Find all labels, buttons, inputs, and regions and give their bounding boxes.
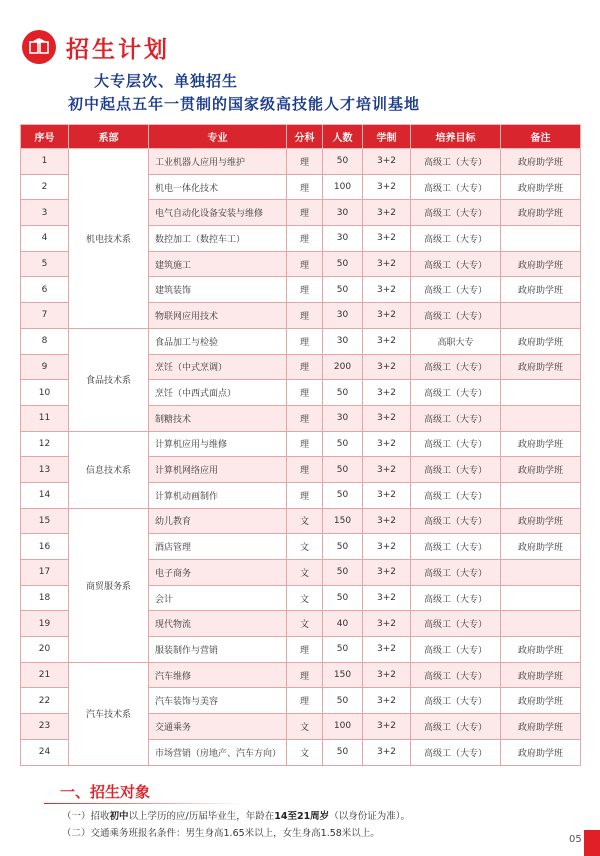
target-cell: 高级工（大专） [411,637,501,663]
note-cell: 政府助学班 [501,688,581,714]
duration-cell: 3+2 [363,585,411,611]
track-cell: 文 [287,611,323,637]
major-cell: 服装制作与营销 [149,637,287,663]
target-cell: 高级工（大专） [411,226,501,252]
note-cell: 政府助学班 [501,534,581,560]
track-cell: 文 [287,585,323,611]
track-cell: 理 [287,303,323,329]
table-row [21,149,581,175]
target-cell: 高级工（大专） [411,560,501,586]
count-cell: 40 [323,611,363,637]
note-cell: 政府助学班 [501,251,581,277]
count-cell: 50 [323,560,363,586]
note-cell: 政府助学班 [501,508,581,534]
count-cell: 50 [323,739,363,765]
track-cell: 理 [287,688,323,714]
target-cell: 高级工（大专） [411,251,501,277]
row-number-cell: 5 [21,251,69,277]
row-number-cell: 1 [21,149,69,175]
major-cell: 计算机应用与维修 [149,431,287,457]
track-cell: 理 [287,380,323,406]
page-number: 05 [569,834,582,845]
duration-cell: 3+2 [363,560,411,586]
target-cell: 高级工（大专） [411,508,501,534]
note-cell [501,560,581,586]
req1-middle: 以上学历的应/历届毕业生，年龄在 [128,811,275,822]
duration-cell: 3+2 [363,174,411,200]
count-cell: 50 [323,251,363,277]
count-cell: 150 [323,662,363,688]
track-cell: 理 [287,482,323,508]
duration-cell: 3+2 [363,226,411,252]
target-cell: 高级工（大专） [411,174,501,200]
target-cell: 高级工（大专） [411,277,501,303]
row-number-cell: 6 [21,277,69,303]
major-cell: 数控加工（数控车工） [149,226,287,252]
department-cell: 机电技术系 [69,149,149,329]
row-number-cell: 7 [21,303,69,329]
row-number-cell: 16 [21,534,69,560]
duration-cell: 3+2 [363,662,411,688]
duration-cell: 3+2 [363,482,411,508]
track-cell: 理 [287,431,323,457]
track-cell: 文 [287,739,323,765]
target-cell: 高级工（大专） [411,405,501,431]
note-cell [501,405,581,431]
major-cell: 市场营销（房地产、汽车方向） [149,739,287,765]
note-cell: 政府助学班 [501,457,581,483]
target-cell: 高级工（大专） [411,714,501,740]
duration-cell: 3+2 [363,328,411,354]
note-cell [501,482,581,508]
track-cell: 文 [287,534,323,560]
major-cell: 烹饪（中西式面点） [149,380,287,406]
duration-cell: 3+2 [363,149,411,175]
note-cell: 政府助学班 [501,149,581,175]
major-cell: 食品加工与检验 [149,328,287,354]
table-row [21,662,581,688]
duration-cell: 3+2 [363,714,411,740]
note-cell: 政府助学班 [501,662,581,688]
major-cell: 建筑装饰 [149,277,287,303]
track-cell: 理 [287,354,323,380]
note-cell [501,585,581,611]
target-cell: 高级工（大专） [411,739,501,765]
department-cell: 商贸服务系 [69,508,149,662]
count-cell: 50 [323,688,363,714]
note-cell: 政府助学班 [501,328,581,354]
row-number-cell: 18 [21,585,69,611]
track-cell: 理 [287,637,323,663]
row-number-cell: 20 [21,637,69,663]
count-cell: 30 [323,405,363,431]
count-cell: 30 [323,303,363,329]
table-row [21,328,581,354]
duration-cell: 3+2 [363,508,411,534]
department-cell: 食品技术系 [69,328,149,431]
track-cell: 理 [287,457,323,483]
row-number-cell: 15 [21,508,69,534]
note-cell [501,226,581,252]
row-number-cell: 22 [21,688,69,714]
row-number-cell: 13 [21,457,69,483]
major-cell: 建筑施工 [149,251,287,277]
section-title: 一、招生对象 [60,783,151,801]
note-cell: 政府助学班 [501,637,581,663]
duration-cell: 3+2 [363,277,411,303]
target-cell: 高级工（大专） [411,149,501,175]
target-cell: 高级工（大专） [411,482,501,508]
count-cell: 100 [323,174,363,200]
count-cell: 200 [323,354,363,380]
duration-cell: 3+2 [363,303,411,329]
row-number-cell: 8 [21,328,69,354]
target-cell: 高级工（大专） [411,354,501,380]
note-cell [501,303,581,329]
major-cell: 计算机动画制作 [149,482,287,508]
row-number-cell: 23 [21,714,69,740]
count-cell: 100 [323,714,363,740]
row-number-cell: 17 [21,560,69,586]
enrollment-plan-table [20,124,581,766]
track-cell: 理 [287,405,323,431]
row-number-cell: 21 [21,662,69,688]
count-cell: 50 [323,482,363,508]
note-cell: 政府助学班 [501,174,581,200]
count-cell: 30 [323,226,363,252]
major-cell: 机电一体化技术 [149,174,287,200]
row-number-cell: 2 [21,174,69,200]
target-cell: 高级工（大专） [411,662,501,688]
row-number-cell: 14 [21,482,69,508]
note-cell [501,611,581,637]
count-cell: 50 [323,637,363,663]
track-cell: 文 [287,560,323,586]
duration-cell: 3+2 [363,611,411,637]
table-header-row [21,125,581,149]
major-cell: 烹饪（中式烹调） [149,354,287,380]
target-cell: 高级工（大专） [411,457,501,483]
note-cell: 政府助学班 [501,739,581,765]
duration-cell: 3+2 [363,457,411,483]
header-cell: 序号 [21,125,69,149]
header-cell: 分科 [287,125,323,149]
duration-cell: 3+2 [363,534,411,560]
target-cell: 高级工（大专） [411,688,501,714]
count-cell: 150 [323,508,363,534]
note-cell: 政府助学班 [501,277,581,303]
target-cell: 高级工（大专） [411,200,501,226]
requirement-2: （二）交通乘务班报名条件：男生身高1.65米以上，女生身高1.58米以上。 [62,828,380,839]
header-cell: 培养目标 [411,125,501,149]
count-cell: 50 [323,585,363,611]
page-title: 招生计划 [66,36,170,63]
table-row [21,508,581,534]
page-header [22,30,170,64]
note-cell [501,380,581,406]
duration-cell: 3+2 [363,688,411,714]
req1-suffix: （以身份证为准）。 [329,811,410,822]
target-cell: 高级工（大专） [411,534,501,560]
table-row [21,431,581,457]
row-number-cell: 4 [21,226,69,252]
count-cell: 50 [323,380,363,406]
duration-cell: 3+2 [363,354,411,380]
count-cell: 50 [323,431,363,457]
count-cell: 50 [323,457,363,483]
target-cell: 高级工（大专） [411,380,501,406]
department-cell: 汽车技术系 [69,662,149,765]
target-cell: 高级工（大专） [411,303,501,329]
target-cell: 高级工（大专） [411,585,501,611]
track-cell: 理 [287,174,323,200]
major-cell: 汽车维修 [149,662,287,688]
duration-cell: 3+2 [363,200,411,226]
track-cell: 文 [287,508,323,534]
row-number-cell: 9 [21,354,69,380]
target-cell: 高级工（大专） [411,611,501,637]
duration-cell: 3+2 [363,431,411,457]
section-divider [44,803,244,804]
count-cell: 30 [323,328,363,354]
track-cell: 文 [287,714,323,740]
major-cell: 酒店管理 [149,534,287,560]
major-cell: 计算机网络应用 [149,457,287,483]
target-cell: 高级工（大专） [411,431,501,457]
target-cell: 高职大专 [411,328,501,354]
count-cell: 50 [323,149,363,175]
row-number-cell: 11 [21,405,69,431]
major-cell: 电子商务 [149,560,287,586]
requirement-1 [62,808,410,822]
subtitle-program: 初中起点五年一贯制的国家级高技能人才培训基地 [68,95,421,113]
department-cell: 信息技术系 [69,431,149,508]
header-cell: 人数 [323,125,363,149]
duration-cell: 3+2 [363,739,411,765]
track-cell: 理 [287,251,323,277]
row-number-cell: 24 [21,739,69,765]
major-cell: 幼儿教育 [149,508,287,534]
count-cell: 30 [323,200,363,226]
header-cell: 系部 [69,125,149,149]
subtitle-level: 大专层次、单独招生 [94,72,239,90]
duration-cell: 3+2 [363,251,411,277]
track-cell: 理 [287,662,323,688]
count-cell: 50 [323,277,363,303]
note-cell: 政府助学班 [501,354,581,380]
track-cell: 理 [287,328,323,354]
major-cell: 制糖技术 [149,405,287,431]
major-cell: 会计 [149,585,287,611]
header-cell: 学制 [363,125,411,149]
row-number-cell: 3 [21,200,69,226]
req1-bold-education: 初中 [109,811,129,822]
req1-prefix: （一）招收 [62,811,110,822]
track-cell: 理 [287,149,323,175]
track-cell: 理 [287,226,323,252]
note-cell: 政府助学班 [501,200,581,226]
major-cell: 汽车装饰与美容 [149,688,287,714]
header-cell: 专业 [149,125,287,149]
req1-bold-age: 14至21周岁 [274,811,330,822]
row-number-cell: 19 [21,611,69,637]
major-cell: 工业机器人应用与维护 [149,149,287,175]
graduation-book-icon [22,30,56,64]
major-cell: 现代物流 [149,611,287,637]
header-cell: 备注 [501,125,581,149]
row-number-cell: 10 [21,380,69,406]
note-cell: 政府助学班 [501,714,581,740]
duration-cell: 3+2 [363,405,411,431]
duration-cell: 3+2 [363,637,411,663]
major-cell: 交通乘务 [149,714,287,740]
track-cell: 理 [287,200,323,226]
corner-decoration [584,830,600,856]
count-cell: 50 [323,534,363,560]
table-body [21,149,581,766]
major-cell: 物联网应用技术 [149,303,287,329]
track-cell: 理 [287,277,323,303]
note-cell: 政府助学班 [501,431,581,457]
row-number-cell: 12 [21,431,69,457]
major-cell: 电气自动化设备安装与维修 [149,200,287,226]
duration-cell: 3+2 [363,380,411,406]
